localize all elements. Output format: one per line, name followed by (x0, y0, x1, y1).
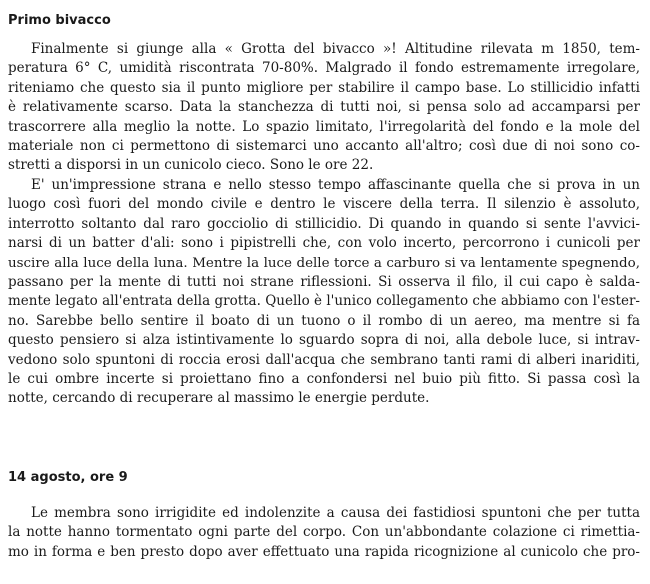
paragraph-line: mo in forma e ben presto dopo aver effettuato una rapida ricognizione al cunicolo che pro- (8, 543, 640, 560)
paragraph-line: questo pensiero si alza istintivamente lo sguardo sopra di noi, alla debole luce, si intrav- (8, 332, 640, 349)
paragraph-line: riteniamo che questo sia il punto migliore per stabilire il campo base. Lo stillicidio infatti (8, 79, 640, 96)
paragraph-line: narsi di un batter d'ali: sono i pipistrelli che, con volo incerto, percorrono i cunicoli per (8, 235, 640, 252)
paragraph-line: luogo così fuori del mondo civile e dentro le viscere della terra. Il silenzio è assoluto, (8, 196, 640, 213)
section-heading-primo-bivacco: Primo bivacco (8, 13, 111, 28)
paragraph-line: mente legato all'entrata della grotta. Quello è l'unico collegamento che abbiamo con l'ester- (8, 293, 640, 310)
paragraph-line: la notte hanno tormentato ogni parte del corpo. Con un'abbondante colazione ci rimettia- (8, 524, 640, 541)
paragraph-line: trascorrere alla meglio la notte. Lo spazio limitato, l'irregolarità del fondo e la mole del (8, 118, 640, 135)
paragraph-line: vedono solo spuntoni di roccia erosi dall'acqua che sembrano tanti rami di alberi inariditi, (8, 351, 640, 368)
paragraph-line: stretti a disporsi in un cunicolo cieco. Sono le ore 22. (8, 157, 374, 174)
paragraph-line: uscire alla luce della luna. Mentre la luce delle torce a carburo si va lentamente spegnendo, (8, 255, 640, 271)
paragraph-line: interrotto soltanto dal raro gocciolio di stillicidio. Di quando in quando si sente l'avvici- (8, 215, 640, 232)
paragraph-line: passano per la mente di tutti noi strane riflessioni. Si osserva il filo, il cui capo è salda- (8, 274, 640, 291)
section-heading-14-agosto: 14 agosto, ore 9 (8, 470, 128, 485)
paragraph-line: Le membra sono irrigidite ed indolenzite a causa dei fastidiosi spuntoni che per tutta (31, 505, 640, 521)
paragraph-2 (8, 176, 640, 409)
paragraph-line: è relativamente scarso. Data la stanchezza di tutti noi, si pensa solo ad accamparsi per (8, 99, 640, 116)
paragraph-1 (8, 40, 640, 176)
paragraph-line: le cui ombre incerte si proiettano fino a confondersi nel buio più fitto. Si passa così la (8, 371, 640, 388)
paragraph-line: peratura 6° C, umidità riscontrata 70-80%. Malgrado il fondo estremamente irregolare, (8, 60, 640, 77)
paragraph-line: materiale non ci permettono di sistemarci uno accanto all'altro; così due di noi sono co- (8, 138, 640, 155)
paragraph-line: Finalmente si giunge alla « Grotta del bivacco »! Altitudine rilevata m 1850, tem- (31, 41, 640, 57)
paragraph-line: no. Sarebbe bello sentire il boato di un tuono o il rombo di un aereo, ma mentre si fa (8, 312, 640, 329)
paragraph-line: E' un'impressione strana e nello stesso tempo affascinante quella che si prova in un (31, 177, 640, 193)
paragraph-line: notte, cercando di recuperare al massimo le energie perdute. (8, 390, 430, 407)
paragraph-3 (8, 504, 640, 562)
